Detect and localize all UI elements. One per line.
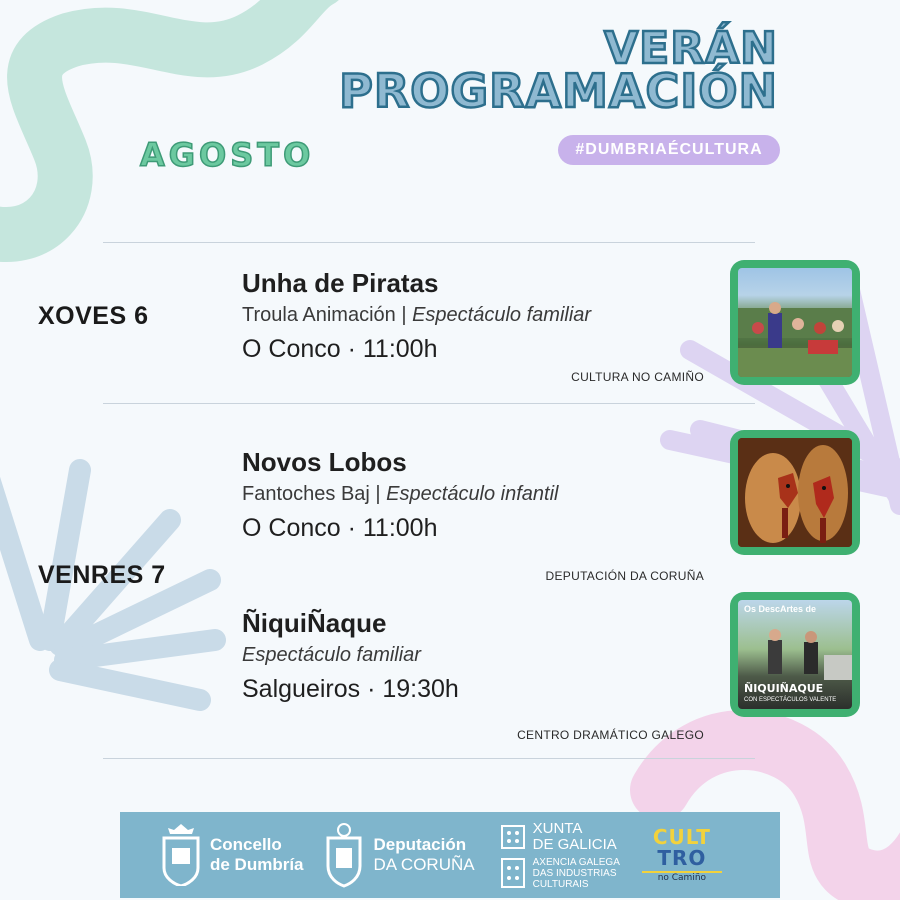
event-title: Unha de Piratas [242,268,439,298]
shield-icon [162,824,200,886]
xunta-name-1: XUNTA [532,819,583,837]
month-heading: AGOSTO [140,136,315,174]
concello-name-1: Concello [210,835,282,854]
event-type: Espectáculo familiar [242,644,421,666]
axencia-name-2: DAS INDUSTRIAS [532,867,617,879]
divider-top [103,242,755,243]
crest-icon [324,822,364,888]
axencia-emblem-icon [501,858,525,888]
puppets-illustration [738,438,852,547]
event-sponsor: CULTURA NO CAMIÑO [571,370,704,384]
event-photo-piratas [730,260,860,385]
cultura-no-camino-logo [642,827,722,883]
event-place-time: O Conco · 11:00h [242,335,438,363]
deputacion-name-1: Deputación [373,835,467,854]
concello-name-2: de Dumbría [210,855,304,874]
poster-bottom-text: CON ESPECTÁCULOS VALENTE [744,697,837,703]
crowd-illustration [738,268,852,377]
deputacion-logo [324,822,475,888]
event-subtitle [242,642,459,668]
camino-word-2: TRO [657,846,707,870]
hashtag-badge: #DUMBRIAÉCULTURA [558,135,780,165]
xunta-name-2: DE GALICIA [532,835,617,853]
divider-middle [103,403,755,404]
poster-top-text: Os DescArtes de [744,604,817,614]
title-line-2: PROGRAMACIÓN [339,64,778,118]
event-item [242,608,459,704]
event-type: Espectáculo familiar [412,304,592,326]
event-title: Novos Lobos [242,447,407,477]
sponsors-footer [120,812,780,898]
event-subtitle: Fantoches Baj | Espectáculo infantil [242,483,559,505]
event-item [242,447,559,543]
deputacion-name-2: DA CORUÑA [373,855,475,874]
event-place-time: Salgueiros · 19:30h [242,675,459,703]
title-line-1: VERÁN [604,23,778,74]
camino-word-3: no Camiño [642,871,722,883]
axencia-name-1: AXENCIA GALEGA [532,856,620,868]
axencia-name-3: CULTURAIS [532,878,589,890]
event-item [242,268,591,364]
event-sponsor: DEPUTACIÓN DA CORUÑA [545,569,704,583]
event-subtitle: Troula Animación | Espectáculo familiar [242,304,592,326]
camino-word-1: CULT [652,825,711,849]
event-company: Fantoches Baj [242,483,370,505]
xunta-block [501,821,620,890]
xunta-emblem-icon [501,825,525,849]
event-place-time: O Conco · 11:00h [242,514,438,542]
event-company: Troula Animación [242,304,396,326]
event-sponsor: CENTRO DRAMÁTICO GALEGO [517,728,704,742]
event-poster-niquinaque [730,592,860,717]
xunta-logo [501,821,620,853]
concello-logo [162,824,304,886]
day-label-xoves: XOVES 6 [38,302,149,330]
program-title [339,23,778,118]
event-title: ÑiquiÑaque [242,608,387,638]
poster-title: ÑIQUIÑAQUE [744,682,824,695]
axencia-logo [501,857,620,890]
day-label-venres: VENRES 7 [38,561,166,589]
event-photo-lobos [730,430,860,555]
event-type: Espectáculo infantil [386,483,559,505]
divider-bottom [103,758,755,759]
